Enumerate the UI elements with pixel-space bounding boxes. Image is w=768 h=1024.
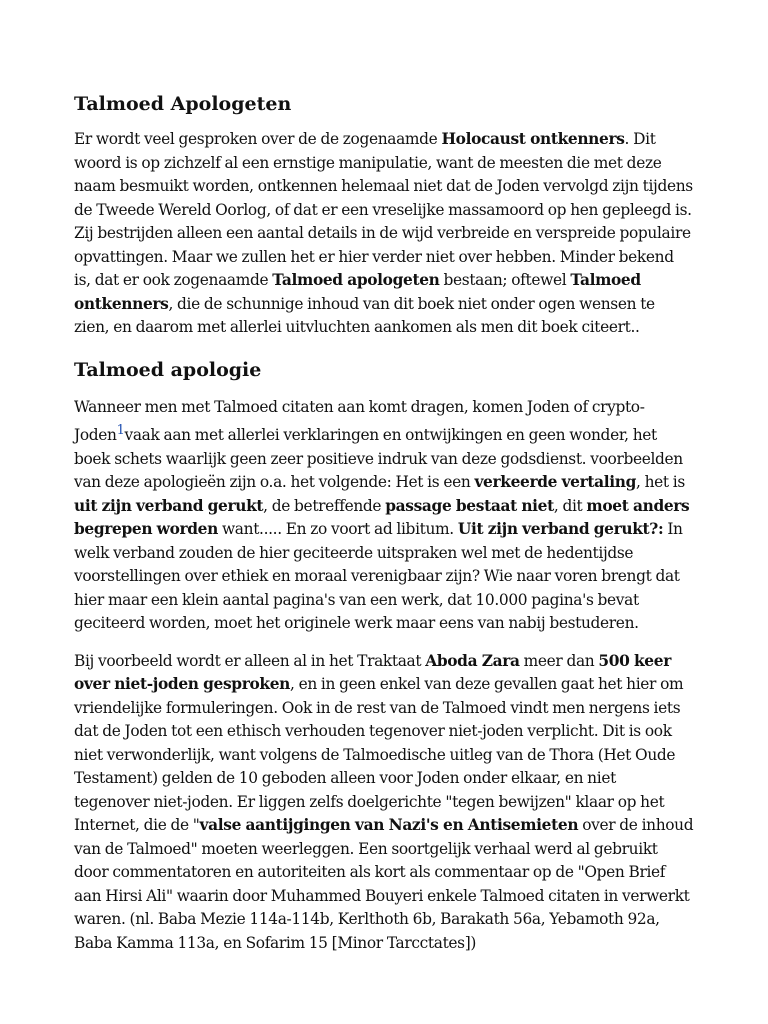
bold-phrase: verkeerde vertaling (474, 473, 636, 492)
text-run: vaak aan met allerlei verklaringen en ontwijkingen en geen wonder, het boek schets waarlijk geen zeer positieve indruk van deze godsdienst. voorbeelden van deze apologieën zijn o.a. het volgende: Het is een (74, 426, 683, 492)
section-heading: Talmoed apologie (74, 358, 262, 381)
paragraph-aboda-zara (74, 650, 694, 956)
text-run: , en in geen enkel van deze gevallen gaat het hier om vriendelijke formuleringen. Ook in de rest van de Talmoed vindt men nergens iets dat de Joden tot een ethisch verhouden tegenover niet-joden verplicht. Dit is ook niet verwonderlijk, want volgens de Talmoedische uitleg van de Thora (Het Oude Testament) gelden de 10 geboden alleen voor Joden onder elkaar, en niet tegenover niet-joden. Er liggen zelfs doelgerichte "tegen bewijzen" klaar op het Internet, die de " (74, 675, 684, 835)
bold-phrase: uit zijn verband gerukt (74, 496, 264, 515)
paragraph-apologie (74, 396, 694, 636)
text-run: over de inhoud van de Talmoed" moeten weerleggen. Een soortgelijk verhaal werd al gebruikt door commentatoren en autoriteiten als kort als commentaar op de "Open Brief aan Hirsi Ali" waarin door Muhammed Bouyeri enkele Talmoed citaten in verwerkt waren. (nl. Baba Mezie 114a-114b, Kerlthoth 6b, Barakath 56a, Yebamoth 92a, Baba Kamma 113a, en Sofarim 15 [Minor Tarcctates]) (74, 816, 694, 952)
text-run: , die de schunnige inhoud van dit boek niet onder ogen wensen te zien, en daarom met allerlei uitvluchten aankomen als men dit boek citeert.. (74, 294, 655, 336)
footnote-link[interactable]: 1 (116, 423, 125, 438)
text-run: Wanneer men met Talmoed citaten aan komt dragen, komen Joden of crypto-Joden (74, 397, 645, 445)
bold-phrase: passage bestaat niet (385, 496, 554, 515)
paragraph-intro (74, 128, 694, 340)
text-run: . Dit woord is op zichzelf al een ernstige manipulatie, want de meesten die met deze naam besmuikt worden, ontkennen helemaal niet dat de Joden vervolgd zijn tijdens de Tweede Wereld Oorlog, of dat er een vreselijke massamoord op hen gepleegd is. Zij bestrijden alleen een aantal details in de wijd verbreide en verspreide populaire opvattingen. Maar we zullen het er hier verder niet over hebben. Minder bekend is, dat er ook zogenaamde (74, 130, 693, 289)
text-run: meer dan (519, 651, 599, 670)
text-run: In welk verband zouden de hier geciteerde uitspraken wel met de hedentijdse voorstellingen over ethiek en moraal verenigbaar zijn? Wie naar voren brengt dat hier maar een klein aantal pagina's van een werk, dat 10.000 pagina's bevat geciteerd worden, moet het originele werk maar eens van nabij bestuderen. (74, 520, 683, 633)
bold-phrase: Talmoed ontkenners (74, 271, 641, 313)
document-body (74, 86, 694, 969)
text-run: , het is (636, 473, 685, 492)
bold-phrase: Aboda Zara (425, 651, 520, 670)
bold-phrase: 500 keer over niet-joden gesproken (74, 651, 671, 694)
bold-phrase: Holocaust ontkenners (441, 130, 625, 148)
text-run: bestaan; oftewel (439, 271, 571, 289)
page-title: Talmoed Apologeten (74, 93, 292, 115)
bold-phrase: Talmoed apologeten (272, 271, 440, 289)
text-run: want..... En zo voort ad libitum. (217, 520, 458, 539)
bold-phrase: valse aantijgingen van Nazi's en Antisemieten (199, 816, 579, 835)
bold-phrase: moet anders begrepen worden (74, 496, 690, 539)
text-run: , de betreffende (263, 496, 386, 515)
text-run: Er wordt veel gesproken over de de zogenaamde (74, 130, 442, 148)
bold-phrase: Uit zijn verband gerukt?: (457, 520, 664, 539)
text-run: , dit (553, 496, 587, 515)
text-run: Bij voorbeeld wordt er alleen al in het Traktaat (74, 651, 426, 670)
